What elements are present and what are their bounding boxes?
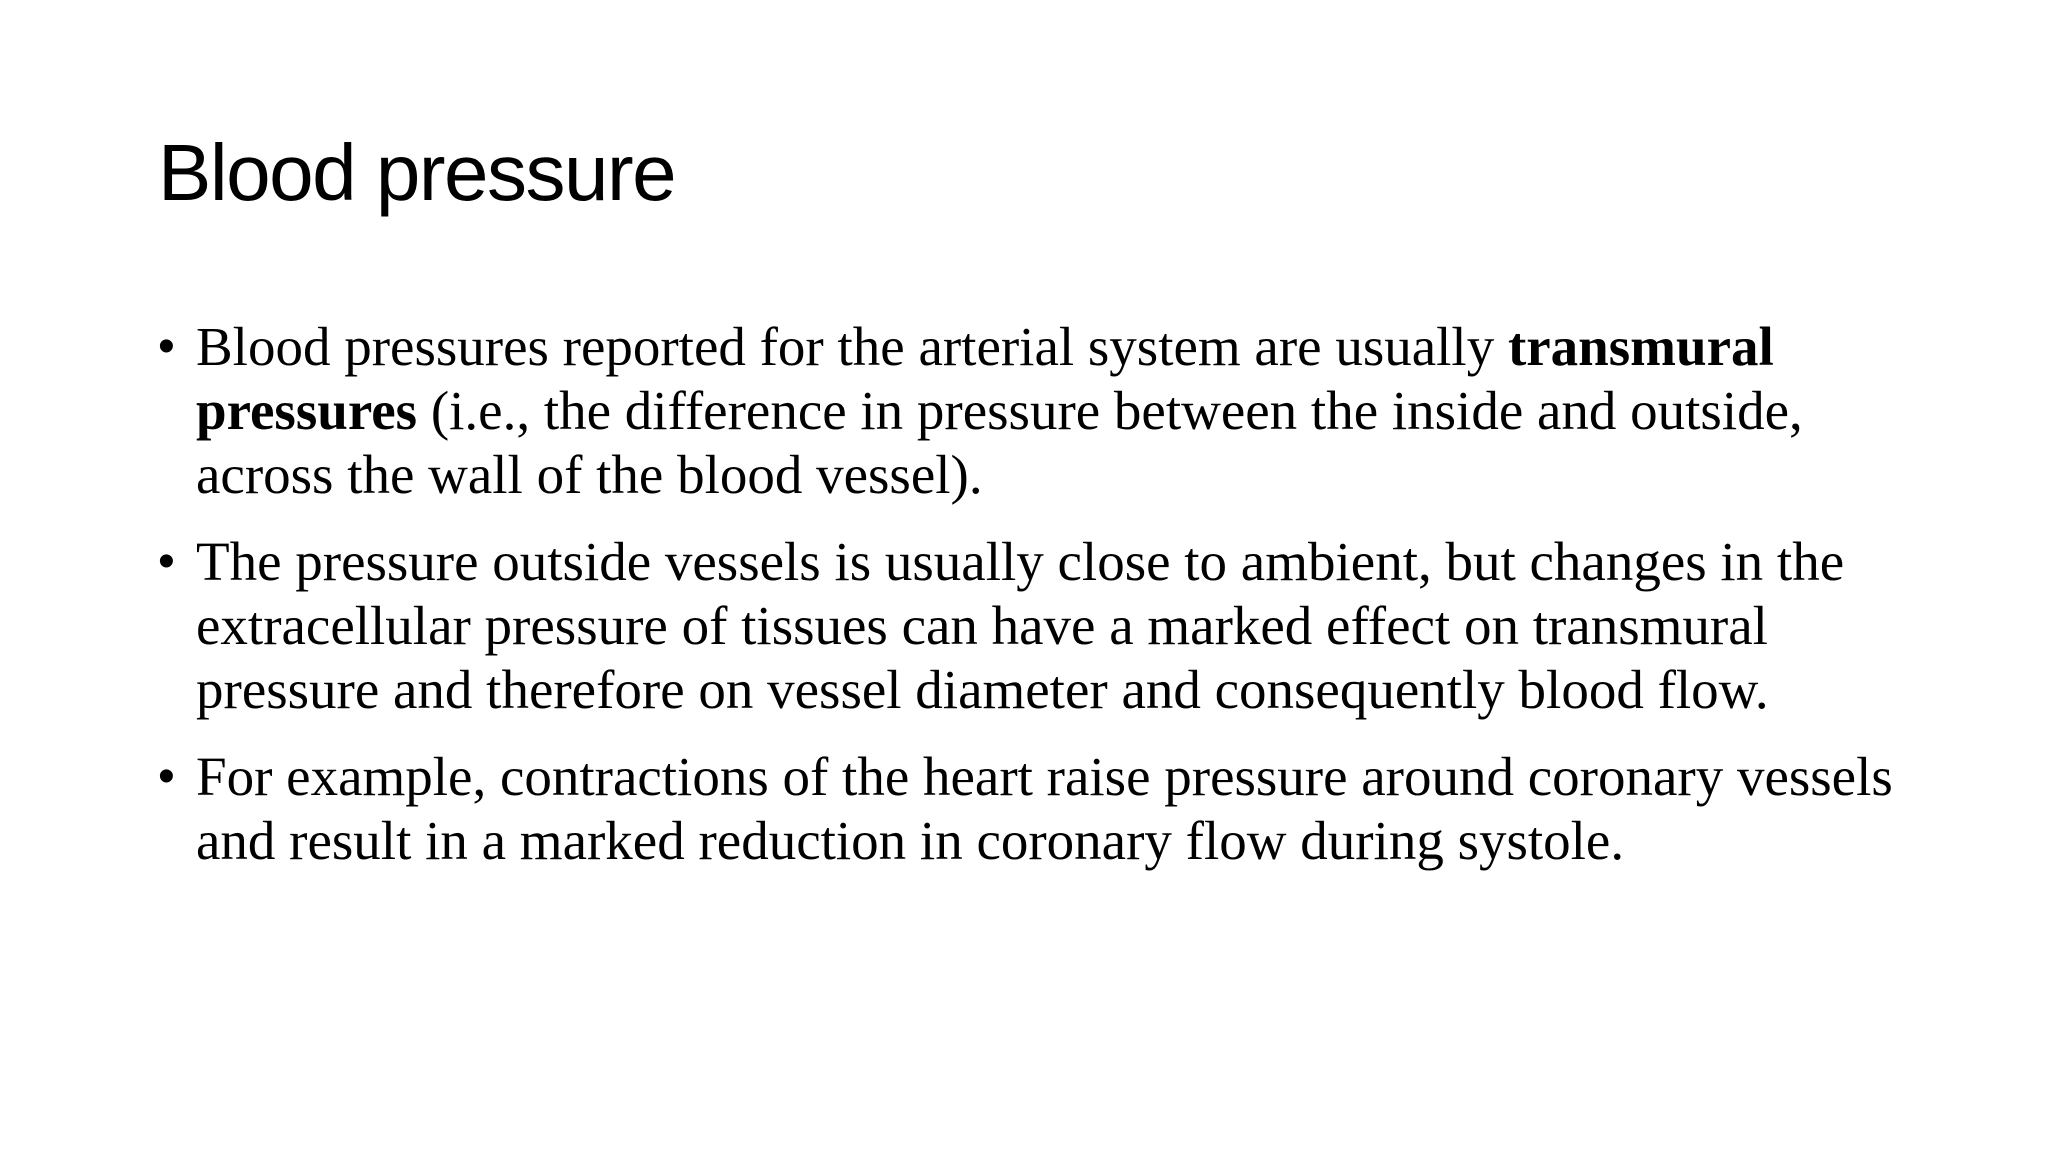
bullet-item xyxy=(158,530,1918,722)
bullet-text-rest: (i.e., the difference in pressure between the inside and outside, across the wall of the blood vessel). xyxy=(196,380,1803,505)
bullet-marker: • xyxy=(158,320,175,373)
bullet-item xyxy=(158,315,1918,507)
slide-title: Blood pressure xyxy=(158,128,676,217)
bullet-text-lead: The pressure outside vessels is usually close to ambient, but changes in the extracellular pressure of tissues can have a marked effect on transmural pressure and therefore on vessel diameter and consequently blood flow. xyxy=(196,531,1845,720)
bullet-text xyxy=(196,531,1844,720)
bullet-text xyxy=(196,316,1803,505)
bullet-item xyxy=(158,745,1918,873)
bullet-list xyxy=(158,315,1918,896)
bullet-text-lead: Blood pressures reported for the arterial system are usually xyxy=(196,316,1508,377)
bullet-text-lead: For example, contractions of the heart raise pressure around coronary vessels and result in a marked reduction in coronary flow during systole. xyxy=(196,746,1893,871)
bullet-text-bold: transmural pressures xyxy=(196,316,1774,441)
bullet-marker: • xyxy=(158,750,175,803)
bullet-marker: • xyxy=(158,535,175,588)
bullet-text xyxy=(196,746,1893,871)
